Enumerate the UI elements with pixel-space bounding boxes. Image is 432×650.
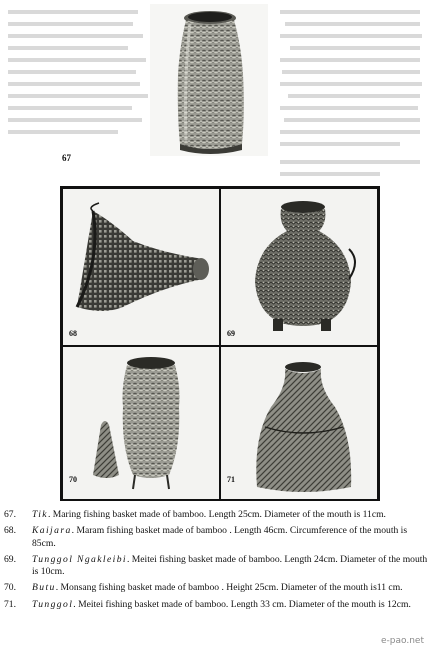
figure-number: 70 (69, 475, 77, 484)
figure-number: 68 (69, 329, 77, 338)
watermark: e-pao.net (381, 636, 424, 646)
caption-71: 71. Tunggol. Meitei fishing basket made of bamboo. Length 33 cm. Diameter of the mouth is 12cm. (4, 598, 411, 610)
basket-photo-69 (221, 189, 377, 345)
plate-divider (63, 345, 377, 347)
basket-photo-67 (150, 4, 268, 156)
caption-68: 68. Kaijara. Maram fishing basket made of bamboo . Length 46cm. Circumference of the mouth is 85cm. (4, 525, 408, 549)
basket-photo-70 (63, 347, 219, 499)
caption-67: 67. Tik. Maring fishing basket made of bamboo. Length 25cm. Diameter of the mouth is 11cm. (4, 509, 386, 520)
basket-photo-71 (221, 347, 377, 499)
figure-number: 71 (227, 475, 235, 484)
pot-basket-illustration (221, 189, 377, 345)
photo-plate (60, 186, 380, 501)
plate-divider (219, 189, 221, 498)
caption-70: 70. Butu. Monsang fishing basket made of bamboo . Height 25cm. Diameter of the mouth is11 cm. (4, 582, 403, 594)
basket-photo-68 (63, 189, 219, 345)
figure-number: 69 (227, 329, 235, 338)
basket-illustration (150, 4, 268, 156)
two-baskets-illustration (63, 347, 219, 499)
bell-basket-illustration (221, 347, 377, 499)
caption-list (4, 509, 430, 615)
figure-number: 67 (62, 153, 71, 163)
cone-basket-illustration (63, 189, 219, 345)
caption-69: 69. Tunggol Ngakleibi. Meitei fishing basket made of bamboo. Length 24cm. Diameter of the mouth is 10cm. (4, 553, 428, 578)
